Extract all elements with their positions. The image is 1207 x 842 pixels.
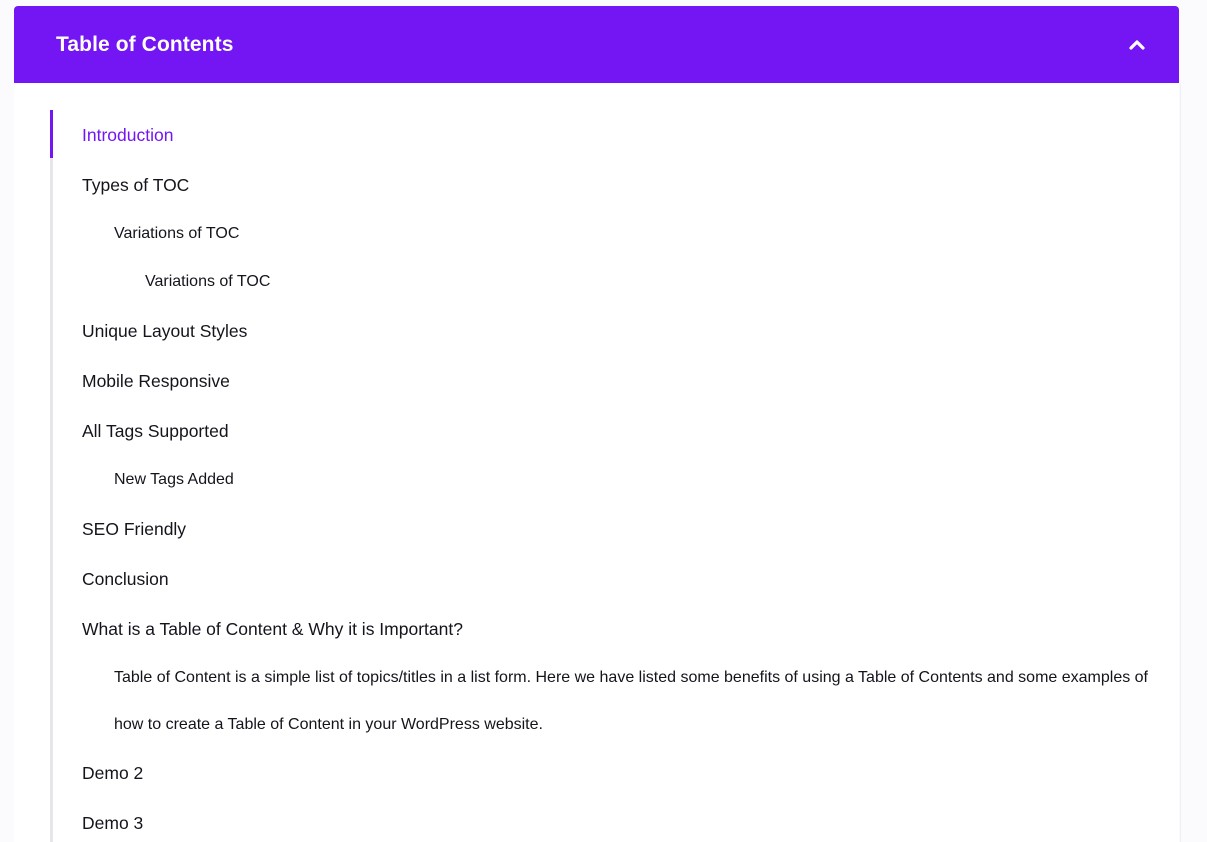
toc-list-item <box>14 258 1179 306</box>
toc-link-level-2[interactable]: New Tags Added <box>114 471 234 488</box>
toc-link-level-1[interactable]: All Tags Supported <box>82 421 229 441</box>
toc-title: Table of Contents <box>56 32 234 56</box>
toc-link-level-1[interactable]: Unique Layout Styles <box>82 321 248 341</box>
toc-list-item <box>14 456 1179 504</box>
toc-list-item <box>14 748 1179 798</box>
toc-list-item <box>14 356 1179 406</box>
toc-link-level-1[interactable]: What is a Table of Content & Why it is Important? <box>82 619 463 639</box>
toc-list-item <box>14 406 1179 456</box>
toc-link-level-1[interactable]: Types of TOC <box>82 175 190 195</box>
toc-link-level-1[interactable]: SEO Friendly <box>82 519 187 539</box>
toc-header[interactable] <box>14 6 1179 83</box>
toc-list <box>14 110 1179 842</box>
toc-link-paragraph[interactable]: Table of Content is a simple list of topics/titles in a list form. Here we have listed some benefits of using a Table of Contents and some examples of how to create a Table of Content in your WordPress website. <box>114 669 1148 733</box>
toc-link-level-3[interactable]: Variations of TOC <box>145 273 271 290</box>
toc-link-level-1[interactable]: Introduction <box>82 125 174 145</box>
divider <box>1180 83 1181 842</box>
toc-list-item <box>14 642 1179 760</box>
toc-list-item <box>14 554 1179 604</box>
toc-link-level-1[interactable]: Demo 3 <box>82 813 144 833</box>
toc-link-level-1[interactable]: Mobile Responsive <box>82 371 230 391</box>
toc-list-item <box>14 798 1179 842</box>
toc-link-level-1[interactable]: Conclusion <box>82 569 169 589</box>
toc-list-item <box>14 504 1179 554</box>
active-indicator <box>50 110 53 158</box>
toc-list-item <box>14 160 1179 210</box>
chevron-up-icon[interactable] <box>1127 35 1147 55</box>
toc-link-level-1[interactable]: Demo 2 <box>82 763 144 783</box>
toc-list-item <box>14 210 1179 258</box>
toc-link-level-2[interactable]: Variations of TOC <box>114 225 240 242</box>
toc-list-item <box>14 110 1179 160</box>
toc-list-item <box>14 306 1179 356</box>
toc-rail <box>50 110 53 842</box>
toc-body <box>14 83 1179 842</box>
toc-widget <box>14 6 1179 842</box>
